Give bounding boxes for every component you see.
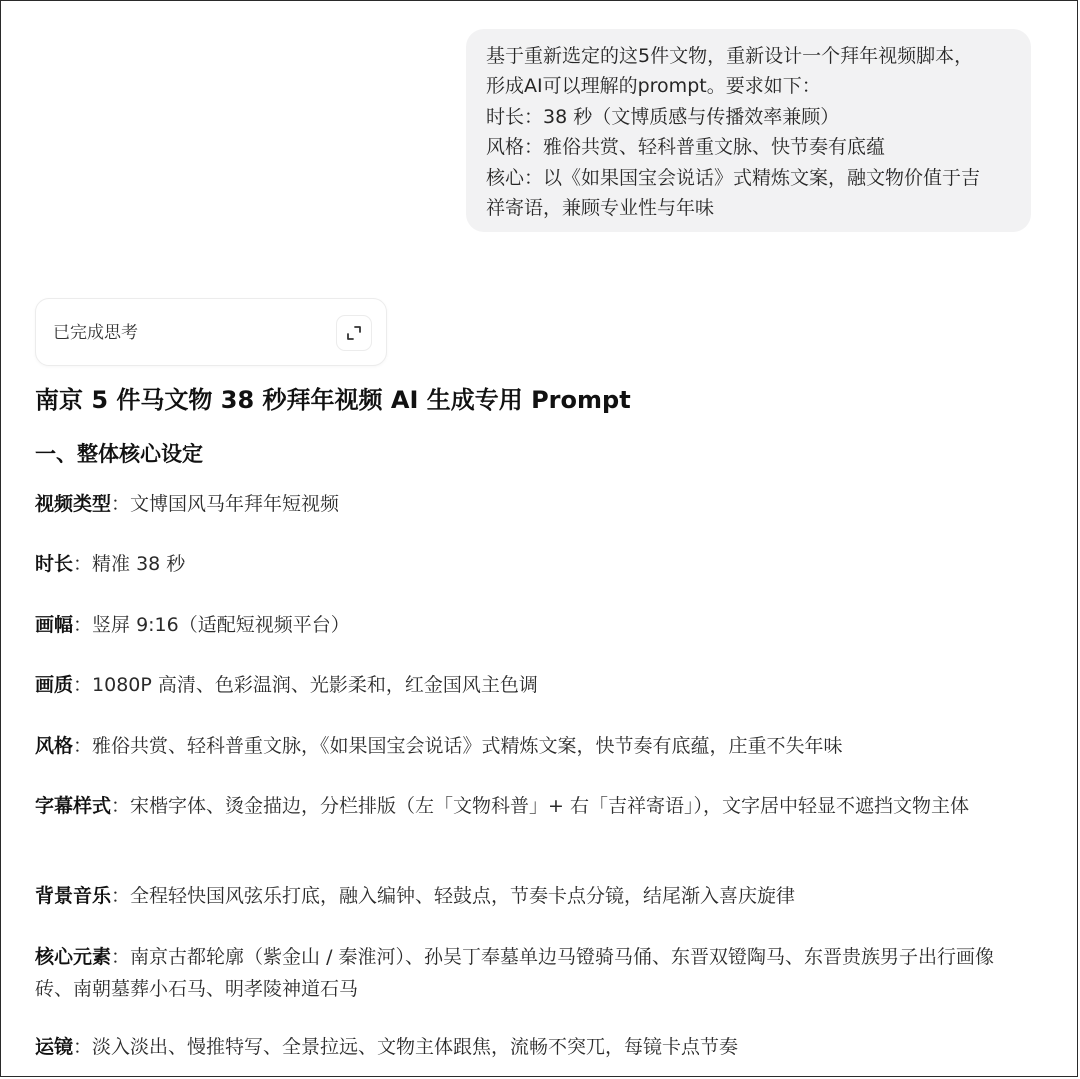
field-value: 精准 38 秒: [92, 553, 186, 575]
thinking-status-card[interactable]: [35, 298, 387, 366]
field-value: 1080P 高清、色彩温润、光影柔和，红金国风主色调: [92, 674, 538, 696]
field-separator: ：: [111, 795, 131, 817]
user-message-line: 时长：38 秒（文博质感与传播效率兼顾）: [486, 105, 840, 128]
field-style: [35, 730, 1035, 762]
field-separator: ：: [73, 553, 93, 575]
response-title: 南京 5 件马文物 38 秒拜年视频 AI 生成专用 Prompt: [35, 386, 631, 414]
field-value: 雅俗共赏、轻科普重文脉，《如果国宝会说话》式精炼文案，快节奏有底蕴，庄重不失年味: [92, 735, 843, 757]
thinking-status-label: 已完成思考: [53, 323, 138, 343]
field-value: 淡入淡出、慢推特写、全景拉远、文物主体跟焦，流畅不突兀，每镜卡点节奏: [92, 1036, 739, 1058]
field-label: 视频类型: [35, 493, 112, 515]
field-subtitle-style: [35, 790, 1025, 822]
field-value: 宋楷字体、烫金描边，分栏排版（左「文物科普」+ 右「吉祥寄语」），文字居中轻显不遮挡文物主体: [130, 795, 969, 817]
field-label: 时长: [35, 553, 74, 575]
field-label: 画幅: [35, 614, 74, 636]
field-separator: ：: [73, 735, 93, 757]
field-video-type: [35, 488, 1035, 520]
user-message-line: 祥寄语，兼顾专业性与年味: [486, 197, 715, 220]
user-message-bubble: [466, 29, 1031, 232]
field-value: 文博国风马年拜年短视频: [130, 493, 340, 515]
field-value: 南京古都轮廓（紫金山 / 秦淮河）、孙吴丁奉墓单边马镫骑马俑、东晋双镫陶马、东晋贵族男子出行画像砖、南朝墓葬小石马、明孝陵神道石马: [35, 946, 995, 1000]
expand-thinking-button[interactable]: [336, 315, 372, 351]
field-value: 竖屏 9:16（适配短视频平台）: [92, 614, 350, 636]
field-label: 字幕样式: [35, 795, 112, 817]
field-quality: [35, 669, 1035, 701]
field-separator: ：: [73, 614, 93, 636]
field-label: 画质: [35, 674, 74, 696]
user-message-line: 风格：雅俗共赏、轻科普重文脉、快节奏有底蕴: [486, 136, 886, 159]
field-background-music: [35, 880, 1035, 912]
field-separator: ：: [73, 674, 93, 696]
field-separator: ：: [111, 885, 131, 907]
field-aspect-ratio: [35, 609, 1035, 641]
section-heading: 一、整体核心设定: [35, 442, 203, 466]
user-message-line: 形成AI可以理解的prompt。要求如下：: [486, 75, 821, 98]
field-label: 运镜: [35, 1036, 74, 1058]
expand-icon: [345, 324, 363, 342]
field-separator: ：: [111, 946, 131, 968]
field-value: 全程轻快国风弦乐打底，融入编钟、轻鼓点，节奏卡点分镜，结尾渐入喜庆旋律: [130, 885, 796, 907]
field-label: 背景音乐: [35, 885, 112, 907]
field-separator: ：: [111, 493, 131, 515]
field-label: 核心元素: [35, 946, 112, 968]
field-duration: [35, 548, 1035, 580]
field-core-elements: [35, 941, 1025, 1005]
user-message-line: 核心：以《如果国宝会说话》式精炼文案，融文物价值于吉: [486, 166, 981, 189]
field-camera-movement: [35, 1031, 1035, 1063]
field-separator: ：: [73, 1036, 93, 1058]
field-label: 风格: [35, 735, 74, 757]
user-message-line: 基于重新选定的这5件文物，重新设计一个拜年视频脚本，: [486, 45, 974, 67]
